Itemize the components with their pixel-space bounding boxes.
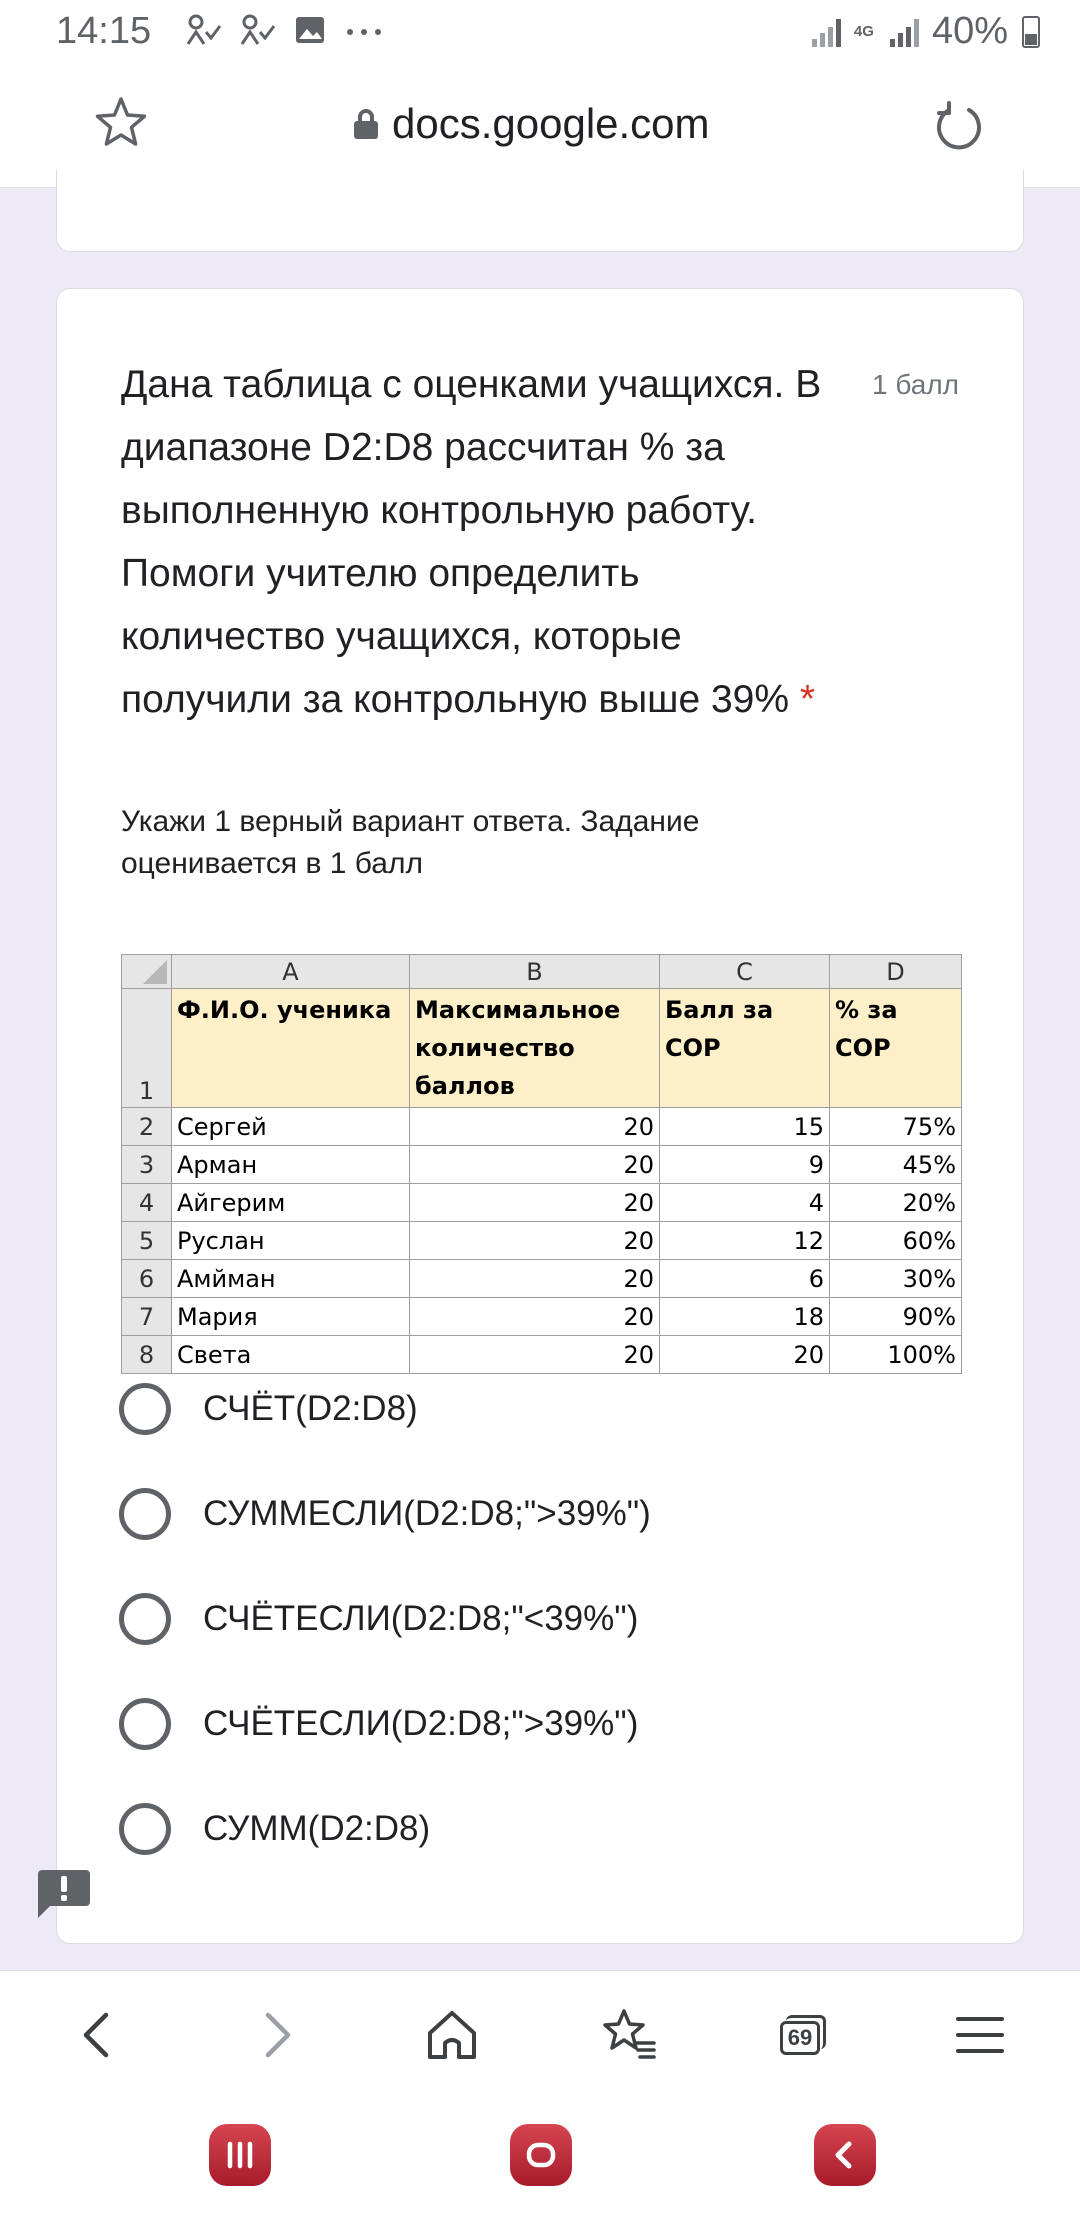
name-cell: Айгерим [172, 1184, 410, 1222]
home-button[interactable] [422, 2005, 482, 2065]
question-card [56, 288, 1024, 1944]
answer-option[interactable] [119, 1803, 430, 1855]
column-letter: B [410, 955, 660, 989]
forward-button[interactable] [246, 2005, 306, 2065]
row-number: 5 [122, 1222, 172, 1260]
tabs-count: 69 [780, 2021, 820, 2055]
recents-button[interactable] [209, 2124, 271, 2186]
row-number: 3 [122, 1146, 172, 1184]
menu-button[interactable] [950, 2005, 1010, 2065]
table-row [122, 1184, 962, 1222]
signal-icon [888, 17, 918, 47]
required-mark: * [799, 678, 816, 721]
option-label: СЧЁТ(D2:D8) [203, 1389, 418, 1428]
bookmarks-button[interactable] [598, 2005, 658, 2065]
score-cell: 15 [660, 1108, 830, 1146]
select-all-corner [122, 955, 172, 989]
answer-option[interactable] [119, 1383, 418, 1435]
reload-button[interactable] [932, 100, 986, 154]
report-icon [36, 1868, 92, 1920]
name-cell: Руслан [172, 1222, 410, 1260]
option-label: СЧЁТЕСЛИ(D2:D8;">39%") [203, 1704, 639, 1743]
row-number: 4 [122, 1184, 172, 1222]
person-check-icon [240, 14, 276, 48]
radio-button[interactable] [119, 1698, 171, 1750]
answer-option[interactable] [119, 1488, 651, 1540]
option-label: СЧЁТЕСЛИ(D2:D8;"<39%") [203, 1599, 639, 1638]
header-cell: Балл за СОР [660, 989, 830, 1108]
table-row [122, 1298, 962, 1336]
more-dots-icon [344, 14, 384, 46]
home-circle-icon [524, 2138, 558, 2172]
header-cell: % за СОР [830, 989, 962, 1108]
row-number: 2 [122, 1108, 172, 1146]
image-icon [294, 14, 326, 46]
max-score-cell: 20 [410, 1146, 660, 1184]
column-letter: D [830, 955, 962, 989]
score-cell: 12 [660, 1222, 830, 1260]
menu-icon [950, 2005, 1010, 2065]
name-cell: Мария [172, 1298, 410, 1336]
row-number: 7 [122, 1298, 172, 1336]
previous-question-card [56, 170, 1024, 252]
status-right [810, 10, 1040, 53]
score-cell: 6 [660, 1260, 830, 1298]
reload-icon [932, 100, 986, 154]
row-number: 6 [122, 1260, 172, 1298]
bookmark-star-button[interactable] [92, 94, 150, 152]
radio-button[interactable] [119, 1383, 171, 1435]
back-icon [68, 2005, 128, 2065]
table-row [122, 1146, 962, 1184]
max-score-cell: 20 [410, 1336, 660, 1374]
answer-option[interactable] [119, 1593, 638, 1645]
back-button[interactable] [68, 2005, 128, 2065]
percent-cell: 75% [830, 1108, 962, 1146]
percent-cell: 45% [830, 1146, 962, 1184]
bookmarks-icon [598, 2005, 658, 2065]
score-cell: 18 [660, 1298, 830, 1336]
max-score-cell: 20 [410, 1222, 660, 1260]
status-bar [0, 0, 1080, 64]
table-row [122, 1336, 962, 1374]
question-points: 1 балл [872, 369, 959, 400]
table-row [122, 1222, 962, 1260]
score-cell: 4 [660, 1184, 830, 1222]
status-time: 14:15 [56, 10, 152, 52]
forward-icon [246, 2005, 306, 2065]
option-label: СУММ(D2:D8) [203, 1809, 431, 1848]
column-header-row [122, 955, 962, 989]
radio-button[interactable] [119, 1593, 171, 1645]
score-cell: 20 [660, 1336, 830, 1374]
max-score-cell: 20 [410, 1260, 660, 1298]
star-icon [92, 94, 150, 152]
max-score-cell: 20 [410, 1298, 660, 1336]
column-letter: A [172, 955, 410, 989]
answer-option[interactable] [119, 1698, 638, 1750]
max-score-cell: 20 [410, 1184, 660, 1222]
question-description: Укажи 1 верный вариант ответа. Задание оценивается в 1 балл [121, 805, 700, 880]
radio-button[interactable] [119, 1803, 171, 1855]
home-icon [422, 2005, 482, 2065]
table-header-row [122, 989, 962, 1108]
url-text: docs.google.com [392, 100, 710, 147]
name-cell: Сергей [172, 1108, 410, 1146]
table-row [122, 1108, 962, 1146]
tabs-button[interactable] [774, 2005, 834, 2065]
table-row [122, 1260, 962, 1298]
name-cell: Амйман [172, 1260, 410, 1298]
percent-cell: 60% [830, 1222, 962, 1260]
system-navigation-bar [0, 2094, 1080, 2220]
name-cell: Света [172, 1336, 410, 1374]
header-cell: Ф.И.О. ученика [172, 989, 410, 1108]
person-check-icon [186, 14, 222, 48]
header-cell: Максимальное количество баллов [410, 989, 660, 1108]
row-number: 8 [122, 1336, 172, 1374]
back-nav-icon [828, 2138, 862, 2172]
spreadsheet-image [121, 954, 961, 1369]
percent-cell: 20% [830, 1184, 962, 1222]
radio-button[interactable] [119, 1488, 171, 1540]
percent-cell: 90% [830, 1298, 962, 1336]
percent-cell: 30% [830, 1260, 962, 1298]
battery-percent: 40% [931, 10, 1008, 52]
lock-icon [354, 109, 378, 139]
url-field[interactable] [354, 100, 710, 148]
battery-icon [1022, 16, 1040, 48]
percent-cell: 100% [830, 1336, 962, 1374]
option-label: СУММЕСЛИ(D2:D8;">39%") [203, 1494, 651, 1533]
report-button[interactable] [36, 1868, 92, 1920]
row-number: 1 [122, 989, 172, 1108]
recents-icon [223, 2140, 257, 2170]
name-cell: Арман [172, 1146, 410, 1184]
score-cell: 9 [660, 1146, 830, 1184]
status-notification-icons [186, 14, 384, 48]
max-score-cell: 20 [410, 1108, 660, 1146]
home-nav-button[interactable] [510, 2124, 572, 2186]
spreadsheet-table [121, 954, 962, 1374]
signal-icon [810, 17, 840, 47]
browser-toolbar [0, 1970, 1080, 2094]
question-title [121, 353, 841, 731]
question-title-text: Дана таблица с оценками учащихся. В диапазоне D2:D8 рассчитан % за выполненную контрольную работу. Помоги учителю определить количество учащихся, которые получили за контрольную выше 39% [121, 363, 822, 721]
column-letter: C [660, 955, 830, 989]
back-nav-button[interactable] [814, 2124, 876, 2186]
network-type: 4G [853, 22, 874, 40]
